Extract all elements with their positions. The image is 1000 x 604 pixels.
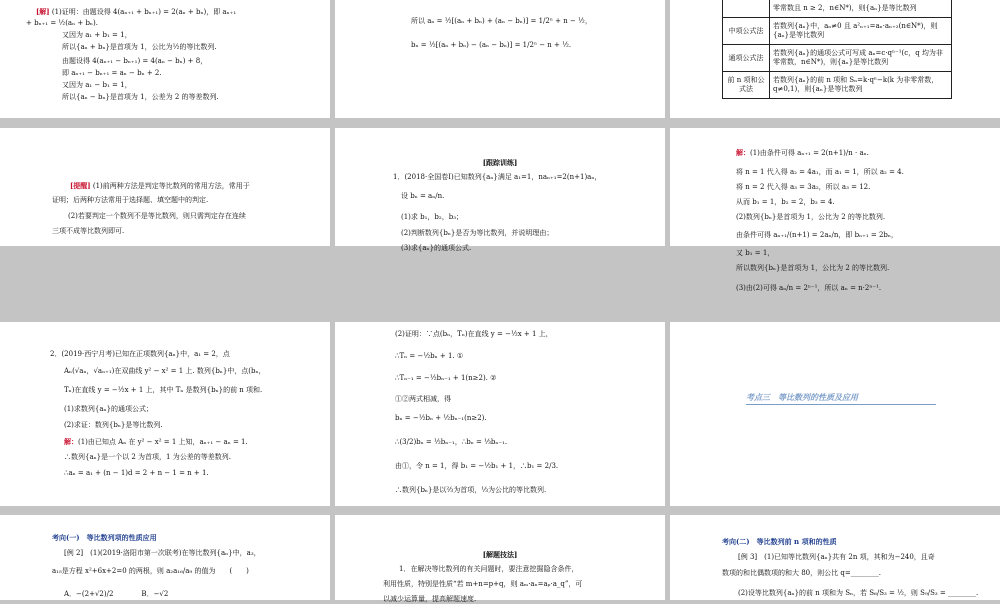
line: 由题设得 4(aₙ₊₁ − bₙ₊₁) = 4(aₙ − bₙ) + 8，	[62, 57, 208, 65]
line: bₙ = −½bₙ + ½bₙ₋₁(n≥2).	[395, 414, 487, 422]
line: 又因为 a₁ − b₁ = 1，	[62, 81, 132, 89]
table-cell: 若数列{aₙ}中，aₙ≠0 且 a²ₙ₊₁=aₙ·aₙ₊₂(n∈N*)，则{aₙ}是等比数列	[770, 18, 952, 45]
solution-label: 解：	[736, 148, 750, 157]
line: 将 n = 2 代入得 a₃ = 3a₂，所以 a₃ = 12.	[736, 183, 871, 191]
line: 又 b₁ = 1，	[736, 249, 775, 257]
line: Aₙ(√aₙ，√aₙ₊₁)在双曲线 y² − x² = 1 上. 数列{bₙ}中，点(bₙ，	[64, 367, 266, 375]
line: 证明；后两种方法常用于选择题、填空题中的判定.	[52, 196, 209, 204]
slide-2[interactable]	[335, 0, 665, 118]
line: [例 3] (1)已知等比数列{aₙ}共有 2n 项，其和为−240，且奇	[738, 553, 935, 561]
line: (2)判断数列{bₙ}是否为等比数列，并说明理由；	[401, 229, 554, 237]
title-underline	[746, 404, 936, 405]
line: + bₙ₊₁ = ½(aₙ + bₙ).	[26, 19, 98, 27]
line: (1)求数列{aₙ}的通项公式；	[64, 405, 154, 413]
line: ∴aₙ = a₁ + (n − 1)d = 2 + n − 1 = n + 1.	[64, 469, 209, 477]
line: 所以数列{bₙ}是首项为 1，公比为 2 的等比数列.	[736, 264, 890, 272]
line: 所以{aₙ − bₙ}是首项为 1，公差为 2 的等差数列.	[62, 93, 219, 101]
slide-4[interactable]	[0, 128, 330, 246]
line: ∴Tₙ₋₁ = −½bₙ₋₁ + 1(n≥2). ②	[395, 374, 497, 382]
line: 2．(2019·西宁月考)已知在正项数列{aₙ}中，a₁ = 2，点	[50, 350, 230, 358]
line: Tₙ)在直线 y = −½x + 1 上，其中 Tₙ 是数列{bₙ}的前 n 项和.	[64, 386, 263, 394]
line: (3)由(2)可得 aₙ/n = 2ⁿ⁻¹，所以 aₙ = n·2ⁿ⁻¹.	[736, 284, 882, 292]
reminder-label: [提醒]	[70, 181, 91, 190]
table-head: 中项公式法	[723, 18, 770, 45]
slide-3[interactable]	[670, 0, 1000, 118]
line: 将 n = 1 代入得 a₂ = 4a₁，而 a₁ = 1，所以 a₂ = 4.	[736, 168, 904, 176]
solution-label: [解]	[36, 7, 50, 16]
slide-12[interactable]	[670, 515, 1000, 600]
line: (1)前两种方法是判定等比数列的常用方法，常用于	[92, 182, 250, 190]
slide-5[interactable]	[335, 128, 665, 252]
line: 设 bₙ = aₙ/n.	[401, 192, 445, 200]
line: 三项不成等比数列即可.	[52, 227, 125, 235]
section-title: 考点三 等比数列的性质及应用	[746, 393, 858, 402]
line: a₁₅是方程 x²+6x+2=0 的两根，则 a₂a₁₆/a₉ 的值为 ( )	[52, 567, 249, 575]
table-cell	[723, 0, 770, 18]
line: [例 2] (1)(2019·洛阳市第一次联考)在等比数列{aₙ}中，a₃，	[64, 549, 261, 557]
line: (1)由条件可得 aₙ₊₁ = 2(n+1)/n · aₙ.	[750, 149, 869, 157]
slide-8[interactable]	[335, 322, 665, 506]
line: 即 aₙ₊₁ − bₙ₊₁ = aₙ − bₙ + 2.	[62, 69, 162, 77]
line: 1．在解决等比数列的有关问题时，要注意挖掘隐含条件，	[399, 565, 579, 573]
line: A．−(2+√2)/2 B．−√2	[64, 590, 169, 598]
line: 从而 b₁ = 1，b₂ = 2，b₃ = 4.	[736, 198, 835, 206]
line: ∴数列{bₙ}是以⅔为首项，⅓为公比的等比数列.	[395, 486, 547, 494]
line: 利用性质，特别是性质“若 m+n=p+q，则 aₘ·aₙ=aₚ·a_q”，可	[383, 580, 583, 588]
table-cell: 若数列{aₙ}的通项公式可写成 aₙ=c·qⁿ⁻¹(c，q 均为非零常数，n∈N*)，则{aₙ}是等比数列	[770, 45, 952, 72]
section-heading: [跟踪训练]	[482, 158, 518, 167]
line: 以减少运算量，提高解题速度.	[383, 595, 477, 603]
table-cell: 零常数且 n ≥ 2，n∈N*)，则{aₙ}是等比数列	[770, 0, 952, 18]
line: bₙ = ½[(aₙ + bₙ) − (aₙ − bₙ)] = 1/2ⁿ − n + ½.	[411, 41, 572, 49]
slide-11[interactable]	[335, 515, 665, 603]
slide-6[interactable]	[670, 128, 1000, 292]
line: 又因为 a₁ + b₁ = 1，	[62, 31, 132, 39]
slide-9[interactable]	[670, 322, 1000, 506]
line: (1)证明：由题设得 4(aₙ₊₁ + bₙ₊₁) = 2(aₙ + bₙ)，即 aₙ₊₁	[51, 8, 237, 16]
slide-1[interactable]	[0, 0, 330, 118]
line: 由条件可得 aₙ₊₁/(n+1) = 2aₙ/n，即 bₙ₊₁ = 2bₙ，	[736, 231, 898, 239]
line: 所以 aₙ = ½[(aₙ + bₙ) + (aₙ − bₙ)] = 1/2ⁿ + n − ½，	[411, 17, 592, 25]
line: (2)若要判定一个数列不是等比数列，则只需判定存在连续	[68, 212, 246, 220]
line: 数项的和比偶数项的和大 80，则公比 q=________.	[722, 569, 881, 577]
line: ∴(3/2)bₙ = ½bₙ₋₁，∴bₙ = ⅓bₙ₋₁.	[395, 438, 508, 446]
slide-7[interactable]	[0, 322, 330, 506]
line: ∴数列{aₙ}是一个以 2 为首项，1 为公差的等差数列.	[64, 453, 231, 461]
line: (1)由已知点 Aₙ 在 y² − x² = 1 上知，aₙ₊₁ − aₙ = 1.	[78, 438, 248, 446]
line: (3)求{aₙ}的通项公式.	[401, 244, 472, 252]
slide-10[interactable]	[0, 515, 330, 600]
line: (2)设等比数列{aₙ}的前 n 项和为 Sₙ，若 S₆/S₃ = ½，则 S₉/S₃ = ________.	[738, 589, 979, 597]
line: (2)求证：数列{bₙ}是等比数列.	[64, 421, 163, 429]
method-table	[722, 0, 952, 99]
solution-label: 解：	[64, 437, 78, 446]
line: (2)数列{bₙ}是首项为 1，公比为 2 的等比数列.	[736, 213, 886, 221]
table-head: 通项公式法	[723, 45, 770, 72]
line: ①②两式相减，得	[395, 395, 451, 403]
section-heading: [解题技法]	[482, 550, 518, 559]
line: (1)求 b₁，b₂，b₃；	[401, 213, 464, 221]
line: ∴Tₙ = −½bₙ + 1. ①	[395, 352, 464, 360]
section-heading: 考向(一) 等比数列项的性质应用	[52, 533, 157, 542]
line: (2)证明：∵点(bₙ，Tₙ)在直线 y = −½x + 1 上，	[395, 330, 553, 338]
line: 由①，令 n = 1，得 b₁ = −½b₁ + 1，∴b₁ = 2/3.	[395, 462, 559, 470]
line: 所以{aₙ + bₙ}是首项为 1，公比为½的等比数列.	[62, 43, 217, 51]
section-heading: 考向(二) 等比数列前 n 项和的性质	[722, 537, 837, 546]
line: 1．(2018·全国卷Ⅰ)已知数列{aₙ}满足 a₁=1，naₙ₊₁=2(n+1)aₙ，	[393, 173, 602, 181]
table-head: 前 n 项和公式法	[723, 72, 770, 99]
table-cell: 若数列{aₙ}的前 n 项和 Sₙ=k·qⁿ−k(k 为非零常数，q≠0,1)，则{aₙ}是等比数列	[770, 72, 952, 99]
